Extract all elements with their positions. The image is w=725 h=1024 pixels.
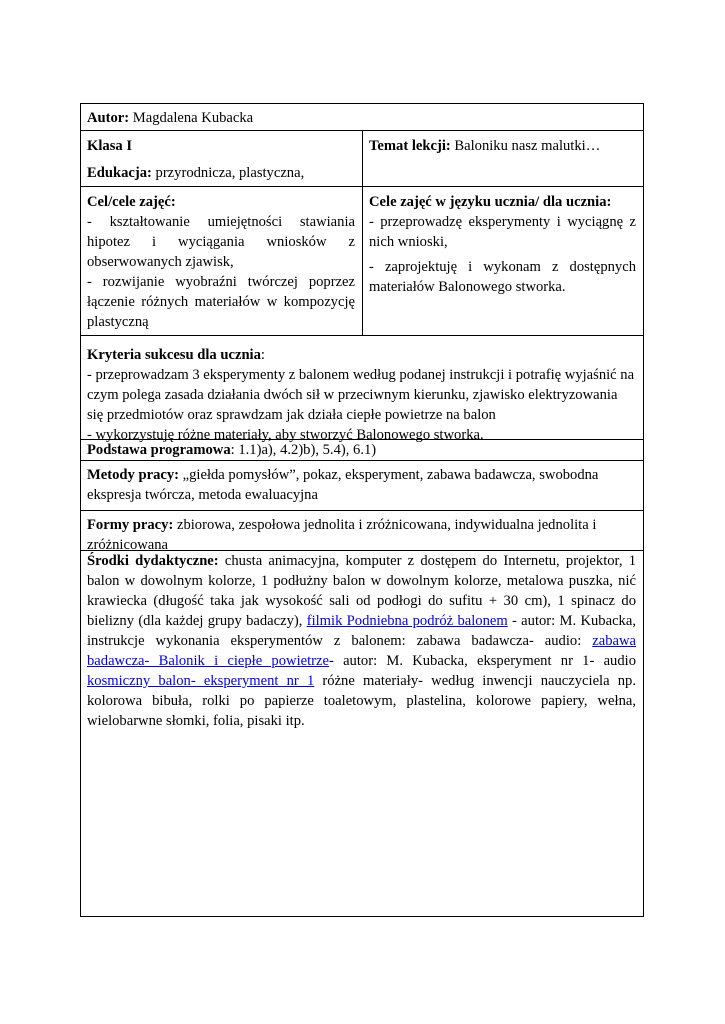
criteria-item: - wykorzystuję różne materiały, aby stworzyć Balonowego stworka. [87, 427, 484, 443]
criteria-label: Kryteria sukcesu dla ucznia [87, 347, 261, 363]
criteria-row [81, 336, 643, 443]
goals-label: Cel/cele zajęć: [87, 194, 176, 210]
class-topic-row [81, 131, 643, 187]
student-goals-cell [363, 187, 643, 297]
student-goals-label: Cele zajęć w języku ucznia/ dla ucznia: [369, 194, 612, 210]
means-cell [81, 551, 643, 731]
topic-value: Baloniku nasz malutki… [450, 138, 601, 154]
means-text: chusta animacyjna, komputer z dostępem do Internetu, projektor, 1 balon w dowolnym kolorze, 1 podłużny balon w dowolnym kolorze, metalowa puszka, nić krawiecka (długość taka jak wysokość sali od podłogi do sufitu + 30 cm), 1 spinacz do bielizny (dla każdej grupy badaczy), [87, 553, 636, 629]
goal-item: - rozwijanie wyobraźni twórczej poprzez łączenie różnych materiałów w kompozycję plastyczną [87, 274, 355, 330]
education-value: przyrodnicza, plastyczna, [151, 165, 305, 181]
means-label: Środki dydaktyczne: [87, 553, 219, 569]
audio-link-experiment-1[interactable]: kosmiczny balon- eksperyment nr 1 [87, 673, 315, 689]
author-label: Autor: [87, 110, 130, 126]
class-label: Klasa I [87, 138, 133, 154]
student-goal-item: - zaprojektuję i wykonam z dostępnych materiałów Balonowego stworka. [369, 259, 636, 295]
goals-cell [81, 187, 362, 332]
criteria-colon: : [260, 347, 265, 363]
curriculum-cell [81, 440, 643, 460]
film-link[interactable]: filmik Podniebna podróż balonem [306, 613, 508, 629]
curriculum-label: Podstawa programowa [87, 442, 231, 458]
author-row [81, 104, 643, 131]
criteria-item: - przeprowadzam 3 eksperymenty z balonem według podanej instrukcji i potrafię wyjaśnić na czym polega zasada działania dwóch sił w przeciwnym kierunku, zjawisko elektryzowania się przedmiotów oraz sprawdzam jak działa ciepłe powietrze na balon [87, 367, 635, 423]
lesson-plan-table [80, 103, 644, 917]
forms-value: zbiorowa, zespołowa jednolita i zróżnicowana, indywidualna jednolita i zróżnicowana [87, 517, 597, 553]
goal-item: - kształtowanie umiejętności stawiania hipotez i wyciągania wniosków z obserwowanych zjawisk, [87, 214, 355, 270]
means-text: różne materiały- według inwencji nauczyciela np. kolorowa bibuła, rolki po papierze toaletowym, plastelina, kolorowe papiery, wełna, wielobarwne słomki, folia, pisaki itp. [87, 673, 637, 729]
audio-link-warm-air[interactable]: zabawa badawcza- Balonik i ciepłe powietrze [87, 633, 636, 669]
class-cell [81, 131, 362, 183]
methods-row [81, 461, 643, 511]
methods-value: „giełda pomysłów”, pokaz, eksperyment, zabawa badawcza, swobodna ekspresja twórcza, metoda ewaluacyjna [87, 467, 599, 503]
means-row [81, 551, 643, 916]
means-text: - autor: M. Kubacka, eksperyment nr 1- audio [328, 653, 636, 669]
topic-cell [363, 131, 643, 156]
curriculum-row [81, 440, 643, 461]
topic-label: Temat lekcji: [369, 138, 451, 154]
methods-label: Metody pracy: [87, 467, 179, 483]
student-goal-item: - przeprowadzę eksperymenty i wyciągnę z nich wnioski, [369, 214, 636, 250]
methods-cell [81, 461, 643, 505]
forms-row [81, 511, 643, 551]
curriculum-value: : 1.1)a), 4.2)b), 5.4), 6.1) [230, 442, 377, 458]
forms-label: Formy pracy: [87, 517, 174, 533]
author-cell [81, 104, 643, 128]
forms-cell [81, 511, 643, 555]
education-label: Edukacja: [87, 165, 152, 181]
means-text: - autor: M. Kubacka, instrukcje wykonania eksperymentów z balonem: zabawa badawcza- audio: [87, 613, 636, 649]
author-value: Magdalena Kubacka [129, 110, 254, 126]
criteria-cell [81, 336, 643, 445]
goals-row [81, 187, 643, 336]
